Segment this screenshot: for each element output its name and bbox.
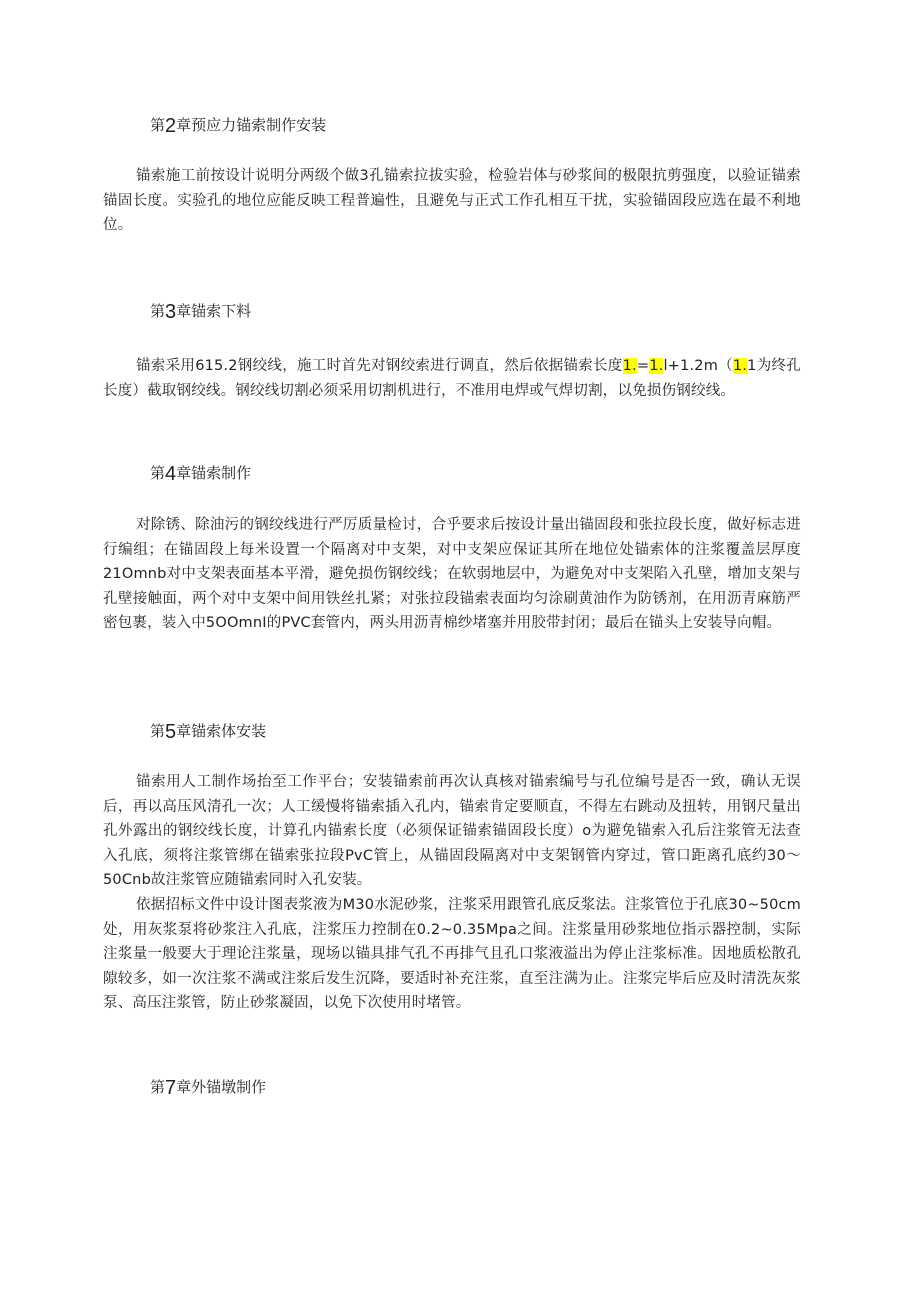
text-run: = (636, 358, 650, 374)
chapter-5-paragraph-1: 锚索用人工制作场抬至工作平台；安装锚索前再次认真核对锚索编号与孔位编号是否一致，确认无误后，再以高压风清孔一次；人工缓慢将锚索插入孔内，锚索肯定要顺直，不得左右跳动及扭转，用钢尺量出孔外露出的钢绞线长度，计算孔内锚索长度（必须保证锚索锚固段长度）o为避免锚索入孔后注浆管无法查入孔底，须将注浆管绑在锚索张拉段PvC管上，从锚固段隔离对中支架钢管内穿过，管口距离孔底约30〜50Cnb故注浆管应随锚索同时入孔安装。 (103, 774, 801, 888)
chapter-number: 5 (165, 721, 177, 743)
chapter-2-heading (150, 115, 326, 136)
highlighted-text: 1. (732, 358, 748, 374)
heading-title: 章预应力锚索制作安装 (176, 116, 327, 134)
chapter-number: 4 (165, 463, 177, 485)
chapter-number: 3 (165, 301, 177, 323)
heading-title: 章外锚墩制作 (176, 1078, 267, 1096)
chapter-3-paragraph (103, 354, 801, 403)
heading-prefix: 第 (150, 302, 166, 320)
heading-prefix: 第 (150, 722, 166, 740)
chapter-2-paragraph: 锚索施工前按设计说明分两级个做3孔锚索拉拔实验，检验岩体与砂浆间的极限抗剪强度，以验证锚索锚固长度。实验孔的地位应能反映工程普遍性，且避免与正式工作孔相互干扰，实验锚固段应选在最不利地位。 (103, 168, 801, 233)
chapter-5-paragraph-2: 依据招标文件中设计图表浆液为M30水泥砂浆，注浆采用跟管孔底反浆法。注浆管位于孔底30~50cm处，用灰浆泵将砂浆注入孔底，注浆压力控制在0.2~0.35Mpa之间。注浆量用砂浆地位指示器控制，实际注浆量一般要大于理论注浆量，现场以锚具排气孔不再排气且孔口浆液溢出为停止注浆标准。因地质松散孔隙较多，如一次注浆不满或注浆后发生沉降，要适时补充注浆，直至注满为止。注浆完毕后应及时清洗灰浆泵、高压注浆管，防止砂浆凝固，以免下次使用时堵管。 (103, 897, 801, 1011)
chapter-3-heading (150, 301, 251, 322)
highlighted-text: 1. (622, 358, 637, 374)
text-run: 1为终孔长度）截取钢绞线。钢绞线切割必须采用切割机进行，不准用电焊或气焊切割，以免损伤钢绞线。 (103, 358, 801, 399)
chapter-4-paragraph: 对除锈、除油污的钢绞线进行严厉质量检讨，合乎要求后按设计量出锚固段和张拉段长度，做好标志进行编组；在锚固段上每米设置一个隔离对中支架，对中支架应保证其所在地位处锚索体的注浆覆盖层厚度21Omnb对中支架表面基本平滑，避免损伤钢绞线；在软弱地层中，为避免对中支架陷入孔壁，增加支架与孔壁接触面，两个对中支架中间用铁丝扎紧；对张拉段锚索表面均匀涂刷黄油作为防锈剂，在用沥青麻筋严密包裹，装入中5OOmnI的PVC套管内，两头用沥青棉纱堵塞并用胶带封闭；最后在锚头上安装导向帽。 (103, 517, 801, 631)
chapter-7-heading (150, 1077, 266, 1098)
heading-title: 章锚索制作 (176, 464, 252, 482)
heading-prefix: 第 (150, 1078, 166, 1096)
heading-prefix: 第 (150, 464, 166, 482)
chapter-4-heading (150, 463, 251, 484)
heading-title: 章锚索体安装 (176, 722, 267, 740)
chapter-number: 7 (165, 1077, 177, 1099)
text-run: 锚索采用615.2钢绞线，施工时首先对钢绞索进行调直，然后依据锚索长度 (136, 358, 623, 374)
highlighted-text: 1. (649, 358, 664, 374)
chapter-number: 2 (165, 115, 177, 137)
heading-title: 章锚索下料 (176, 302, 252, 320)
chapter-5-heading (150, 721, 266, 742)
text-run: l+1.2m（ (663, 358, 733, 374)
heading-prefix: 第 (150, 116, 166, 134)
